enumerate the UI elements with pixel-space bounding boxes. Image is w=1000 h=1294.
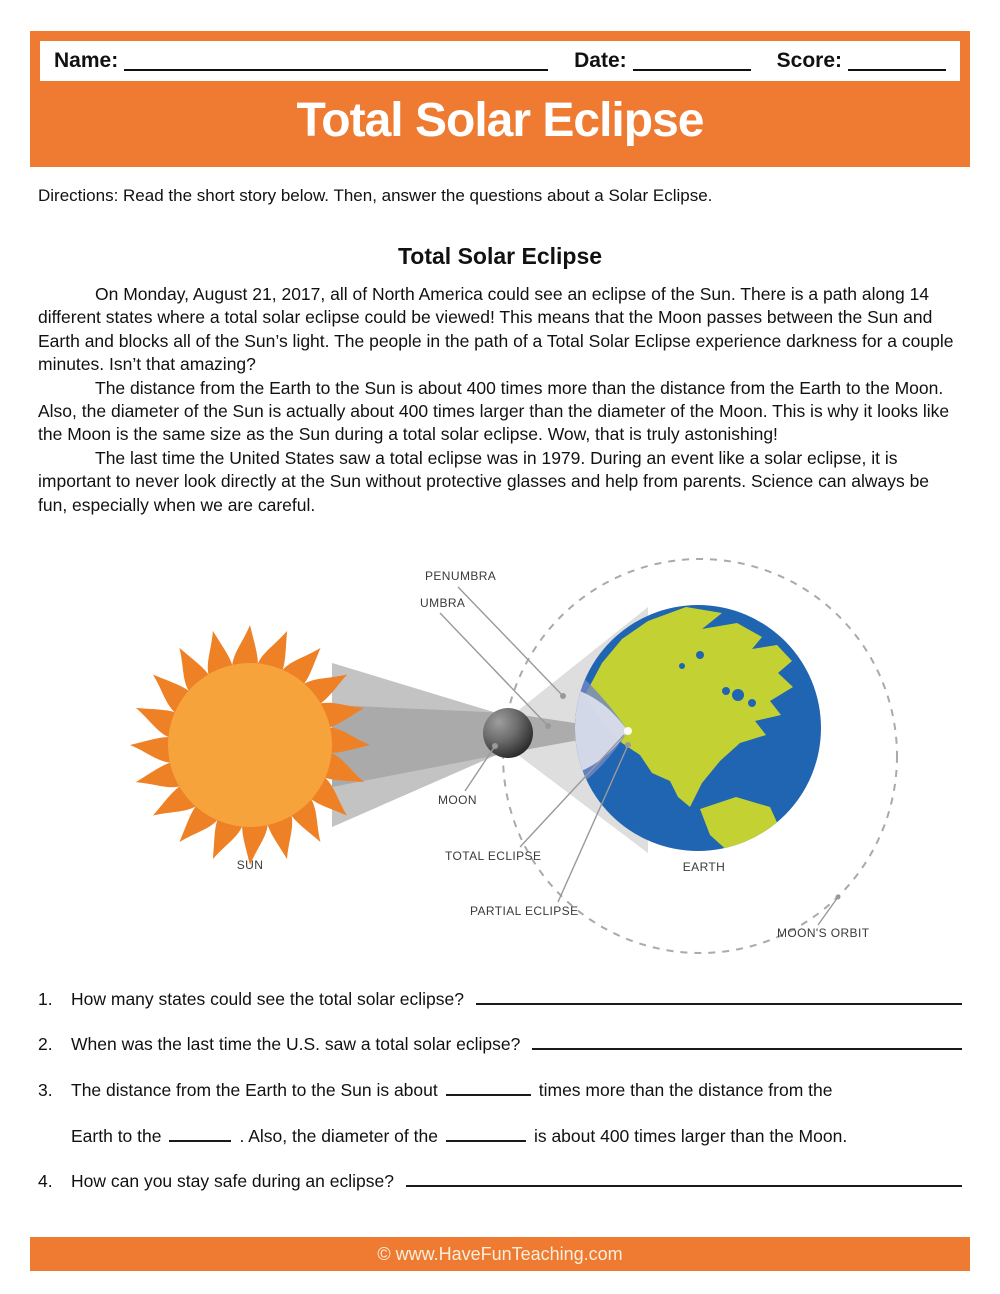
date-input-line[interactable] [633,51,751,71]
question-3-blank-1[interactable] [446,1079,531,1096]
total-eclipse-point [624,727,632,735]
sun-label: SUN [236,858,264,872]
header-banner [30,31,970,167]
date-label: Date: [574,49,627,72]
question-4 [38,1170,962,1192]
story-paragraph-3: The last time the United States saw a total eclipse was in 1979. During an event like a solar eclipse, it is important to never look directly at the Sun without protective glasses and help from parents. Science can always be fun, especially when we are careful. [38,447,930,515]
eclipse-diagram [0,545,1000,975]
name-label: Name: [54,49,119,72]
question-3-text-e: is about 400 times larger than the Moon. [533,1125,848,1146]
question-4-number: 4. [38,1170,53,1191]
total-eclipse-label: TOTAL ECLIPSE [445,849,542,863]
story-paragraph-2: The distance from the Earth to the Sun is about 400 times more than the distance from the Earth to the Moon. Also, the diameter of the Sun is actually about 400 times larger than the diameter of the Moon. This is why it looks like the Moon is the same size as the Sun during a total solar eclipse. Wow, that is truly astonishing! [38,377,950,445]
footer-bar [30,1237,970,1271]
story-body [38,283,962,517]
story-title: Total Solar Eclipse [397,243,603,269]
story-paragraph-1: On Monday, August 21, 2017, all of North America could see an eclipse of the Sun. There is a path along 14 different states where a total solar eclipse could be viewed! This means that the Moon passes between the Sun and Earth and blocks all of the Sun’s light. The people in the path of a Total Solar Eclipse experience darkness for a couple minutes. Isn’t that amazing? [38,284,954,375]
question-3-number: 3. [38,1079,53,1100]
question-3-blank-2[interactable] [169,1125,231,1142]
question-1 [38,988,962,1010]
question-2-text: When was the last time the U.S. saw a total solar eclipse? [71,1033,521,1054]
question-1-answer-line[interactable] [476,988,962,1005]
penumbra-label: PENUMBRA [425,569,497,583]
directions-text: Directions: Read the short story below. Then, answer the questions about a Solar Eclipse. [38,186,713,205]
score-input-line[interactable] [848,51,946,71]
question-3-text-d: . Also, the diameter of the [239,1125,438,1146]
moons-orbit-label: MOON'S ORBIT [777,926,870,940]
worksheet-title: Total Solar Eclipse [296,94,704,147]
question-4-answer-line[interactable] [406,1170,962,1187]
question-1-text: How many states could see the total solar eclipse? [71,988,464,1009]
sun-graphic [130,625,370,865]
question-3-text-b: times more than the distance from the [538,1079,833,1100]
question-3-blank-3[interactable] [446,1125,526,1142]
moon-graphic [483,708,533,758]
score-label: Score: [776,49,842,72]
question-2-number: 2. [38,1033,53,1054]
name-date-score-row [40,41,960,81]
partial-eclipse-label: PARTIAL ECLIPSE [470,904,579,918]
umbra-label: UMBRA [420,596,466,610]
earth-label: EARTH [682,860,726,874]
question-2-answer-line[interactable] [532,1033,962,1050]
sun-disk [168,663,332,827]
question-3-text-a: The distance from the Earth to the Sun is about [71,1079,438,1100]
question-1-number: 1. [38,988,53,1009]
question-3-line-1 [38,1079,962,1101]
moon-label: MOON [438,793,477,807]
question-3-text-c: Earth to the [71,1125,162,1146]
question-4-text: How can you stay safe during an eclipse? [71,1170,394,1191]
footer-credit: © www.HaveFunTeaching.com [377,1244,623,1264]
question-3-line-2 [38,1125,962,1147]
question-2 [38,1033,962,1055]
name-input-line[interactable] [124,51,548,71]
